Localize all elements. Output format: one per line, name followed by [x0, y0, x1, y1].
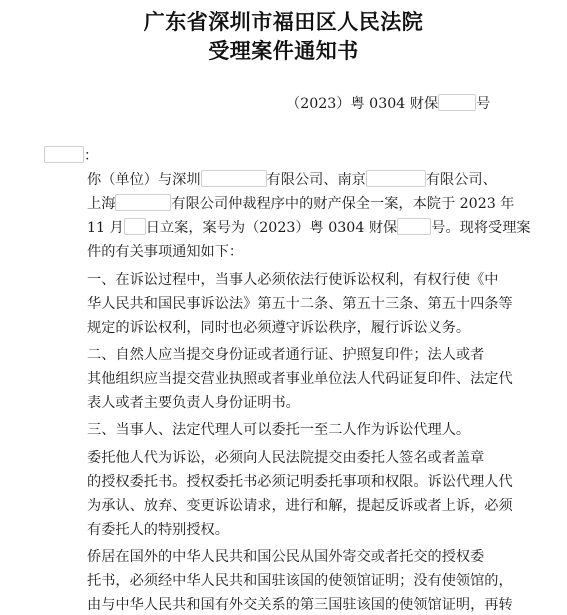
- case-number-suffix: 号: [476, 96, 491, 112]
- intro-text: 11 月: [87, 220, 124, 236]
- item-4-line-1: 委托他人代为诉讼，必须向人民法院提交由委托人签名或者盖章: [87, 450, 485, 466]
- redacted-company-1: [201, 170, 267, 187]
- item-1-line-1: 一、在诉讼过程中，当事人必须依法行使诉讼权利，有权行使《中: [87, 272, 499, 288]
- addressee-colon: ：: [84, 148, 99, 164]
- redacted-case-number: [397, 218, 431, 235]
- item-2-line-2: 其他组织应当提交营业执照或者事业单位法人代码证复印件、法定代: [87, 371, 513, 387]
- redacted-day: [124, 218, 146, 235]
- item-4-line-2: 的授权委托书。授权委托书必须记明委托事项和权限。诉讼代理人代: [87, 474, 513, 490]
- item-1-line-3: 规定的诉讼权利，同时也必须遵守诉讼秩序，履行诉讼义务。: [87, 320, 471, 336]
- item-4-line-3: 为承认、放弃、变更诉讼请求，进行和解，提起反诉或者上诉，必须: [87, 498, 513, 514]
- item-5-line-1: 侨居在国外的中华人民共和国公民从国外寄交或者托交的授权委: [87, 549, 485, 565]
- item-5-line-3: 由与中华人民共和国有外交关系的第三国驻该国的使领馆证明，再转: [87, 597, 513, 613]
- redacted-company-2: [366, 170, 426, 187]
- intro-text: 有限公司、: [425, 172, 497, 188]
- intro-text: 日立案，案号为（2023）粤 0304 财保: [145, 220, 398, 236]
- intro-text: 号。现将受理案: [431, 220, 531, 236]
- item-5-line-2: 托书，必须经中华人民共和国驻该国的使领馆证明；没有使领馆的，: [87, 573, 513, 589]
- case-number-line: [286, 94, 490, 114]
- item-1-line-2: 华人民共和国民事诉讼法》第五十二条、第五十三条、第五十四条等: [87, 296, 513, 312]
- notice-title: 受理案件通知书: [208, 38, 359, 63]
- redacted-case-number: [438, 94, 476, 111]
- intro-text: 有限公司、南京: [266, 172, 366, 188]
- item-2-line-3: 表人或者主要负责人身份证明书。: [87, 395, 300, 411]
- intro-line-4: 件的有关事项通知如下：: [87, 244, 244, 260]
- addressee-line: [44, 146, 98, 166]
- item-4-line-4: 有委托人的特别授权。: [87, 522, 229, 538]
- intro-text: 有限公司仲裁程序中的财产保全一案，本院于 2023 年: [171, 196, 515, 212]
- intro-line-1: [87, 170, 497, 190]
- intro-text: 你（单位）与深圳: [87, 172, 201, 188]
- item-3-line-1: 三、当事人、法定代理人可以委托一至二人作为诉讼代理人。: [87, 422, 471, 438]
- intro-text: 上海: [87, 196, 116, 212]
- redacted-company-3: [115, 194, 171, 211]
- redacted-addressee: [44, 146, 84, 163]
- court-name-title: 广东省深圳市福田区人民法院: [143, 9, 424, 34]
- case-number-prefix: （2023）粤 0304 财保: [286, 96, 439, 112]
- intro-line-3: [87, 218, 531, 238]
- item-2-line-1: 二、自然人应当提交身份证或者通行证、护照复印件；法人或者: [87, 347, 485, 363]
- intro-line-2: [87, 194, 514, 214]
